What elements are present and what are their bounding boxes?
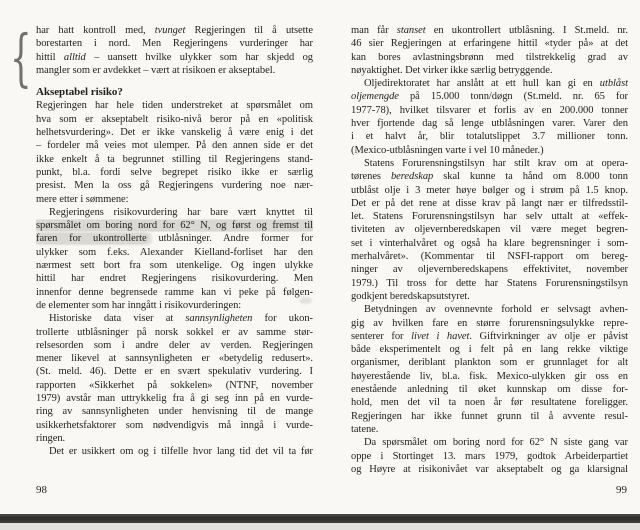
text-line: og Høyre at risikonivået var akseptabelt og ga klarsignal [351, 463, 628, 475]
text-line: man får stanset en ukontrollert utblåsning. I St.meld. nr. [351, 25, 628, 36]
page-number-left: 98 [36, 484, 47, 496]
text-line: ring av sannsynligheten under henvisning til de mange [36, 406, 313, 418]
text-line: hva som er akseptabelt risiko-nivå beror på en «politisk [36, 113, 313, 125]
text-line: ninger av oljevernberedskapens effektivitet, november [351, 264, 628, 276]
text-line: hold, men det vil ta noen år før resultatene foreligger. [351, 397, 628, 409]
text-line: Da spørsmålet om boring nord for 62° N siste gang var [364, 437, 628, 449]
text-line: let. Statens Forurensningstilsyn har selv uttalt at «effek- [351, 211, 628, 223]
text-line: Det er på det rene at disse krav på langt nær er tilfredsstil- [351, 197, 628, 209]
text-line: 1979) avstår man uttrykkelig fra å gi seg inn på en vurde- [36, 393, 313, 405]
section-heading: Akseptabel risiko? [36, 86, 123, 99]
text-line: i et halvt år, blir totalutslippet 3.7 millioner tonn. [351, 131, 628, 143]
text-line: helhetsvurdering». Det er ikke vanskelig å være enig i det [36, 127, 313, 139]
text-line: trollerte utblåsninger på norsk sokkel er av samme stør- [36, 326, 313, 338]
text-line: oppe i Stortinget 13. mars 1979, godtok Arbeiderpartiet [351, 450, 628, 462]
text-line: (St. meld. 46). Dette er en svært spekulativ vurdering. I [36, 366, 313, 378]
highlight-mark: spørsmålet om boring nord for 62° N, og først og fremst til [36, 220, 313, 232]
left-page-text [36, 24, 313, 459]
text-line: tørenes beredskap skal kunne ta hånd om 8.000 tonn [351, 171, 628, 183]
text-line: mangler som er avdekket – vært at risikoen er akseptabel. [36, 64, 276, 76]
text-line: har hatt kontroll med, tvunget Regjeringen til å utsette [36, 25, 313, 36]
text-line: Statens Forurensningstilsyn har stilt krav om at opera- [364, 157, 628, 169]
text-line: senterer for livet i havet. Giftvirkninger av olje er påvist [351, 330, 628, 342]
text-line: mere etter i sømmene: [36, 193, 129, 205]
text-line: både eksperimentelt og i felt på en lang rekke viktige [351, 344, 628, 356]
text-line: ringen. [36, 432, 66, 444]
text-line: rapporten «Sikkerhet på sokkelen» (NTNF, november [36, 379, 313, 391]
text-line: presist. Men la oss gå Regjeringens vurdering noe nær- [36, 180, 313, 192]
text-line: hittil alltid – uansett hvilke ulykker som har skjedd og [36, 51, 313, 63]
text-line: hittil har endret Regjeringens risikovurdering. Men [36, 273, 313, 285]
text-line: Regjeringen har ikke funnet grunn til å avvente resul- [351, 410, 628, 422]
text-line: utblåst olje i 3 meter høye bølger og i strøm på 1.5 knop. [351, 184, 628, 196]
text-line: Regjeringen har hele tiden understreket at spørsmålet om [36, 100, 313, 112]
scan-smudge [299, 297, 312, 304]
text-line: nærmest sett bort fra som utenkelige. Og ingen ulykke [36, 260, 313, 272]
text-line: Betydningen av ovennevnte forhold er selvsagt avhen- [364, 304, 628, 316]
text-line: set i vinterhalvåret og også ha klare begrensninger i som- [351, 237, 628, 249]
text-line: høyerestående liv, bl.a. fisk. Mexico-ulykken gir oss en [351, 370, 628, 382]
text-line: – fordeler må veies mot ulemper. På den annen side er det [36, 140, 313, 152]
text-line: faren for ukontrollerte utblåsninger. Andre former for [36, 233, 313, 245]
text-line: tiviteten av oljevernberedskapen vil være meget begren- [351, 224, 628, 236]
text-line: mener likevel at sannsynligheten er «betydelig redusert». [36, 353, 313, 365]
text-line: borestarten i nord. Men Regjeringens vurderinger har [36, 38, 313, 50]
text-line: gig av hvilken fare en større forurensningsulykke repre- [351, 317, 628, 329]
scan-margin-strip [0, 523, 640, 530]
text-line: hver fjortende dag så lenge utblåsningen varer. Varer den [351, 118, 628, 130]
highlight-mark: faren for ukontrollerte [36, 233, 147, 245]
text-line: Det er usikkert om og i tilfelle hvor lang tid det vil ta før [49, 446, 313, 458]
text-line: de elementer som har inngått i risikovurderingen: [36, 299, 242, 311]
margin-brace-annotation: { [10, 21, 32, 94]
text-line: 1977-78), hvilket tilsvarer et forlis av en 200.000 tonner [351, 104, 628, 116]
paragraph-gap [36, 77, 313, 86]
text-line: kan bores avlastningsbrønn med tilstrekkelig grad av [351, 51, 628, 63]
text-line [36, 219, 313, 232]
text-line: usikkerhetsfaktorer som nødvendigvis må inngå i vurde- [36, 419, 313, 431]
text-line: Historiske data viser at sannsynligheten for ukon- [49, 313, 313, 325]
page-number-right: 99 [616, 484, 627, 496]
text-line: Oljedirektoratet har anslått at ett hull kan gi en utblåst [364, 78, 628, 90]
text-line: ikke enkelt å ta begrunnet stilling til Regjeringens stand- [36, 153, 313, 165]
text-line: organismer, deriblant plankton som er grunnlaget for alt [351, 357, 628, 369]
text-line: nøyaktighet. Det virker ikke særlig betryggende. [351, 64, 553, 76]
text-line: (Mexico-utblåsningen varte i vel 10 måneder.) [351, 144, 544, 156]
text-line: oljemengde på 15.000 tonn/døgn (St.meld. nr. 65 for [351, 91, 628, 103]
text-line: 1979.) Til tross for dette har Statens Forurensningstilsyn [351, 277, 628, 289]
text-line: tatene. [351, 423, 379, 435]
text-line: relsesorden som i andre deler av verden. Regjeringen [36, 339, 313, 351]
text-line: 46 sier Regjeringen at erfaringene hittil «tyder på» at det [351, 38, 628, 50]
text-line: punkt, bl.a. fordi selve begrepet risiko ikke er særlig [36, 166, 313, 178]
text-line: enestående anledning til øket kunnskap om disse for- [351, 384, 628, 396]
text-line: ulykker som f.eks. Alexander Kielland-forliset har den [36, 246, 313, 258]
text-line: godkjent beredskapsutstyret. [351, 290, 470, 302]
right-page-text [351, 24, 628, 476]
book-edge-shadow [0, 514, 640, 523]
text-line: innenfor denne begrensede ramme kan vi peke på følgen- [36, 286, 313, 298]
text-line: merhalvåret». (Kommentar til NSFI-rapport om bereg- [351, 251, 628, 263]
text-line: Regjeringens risikovurdering har bare vært knyttet til [49, 206, 313, 218]
